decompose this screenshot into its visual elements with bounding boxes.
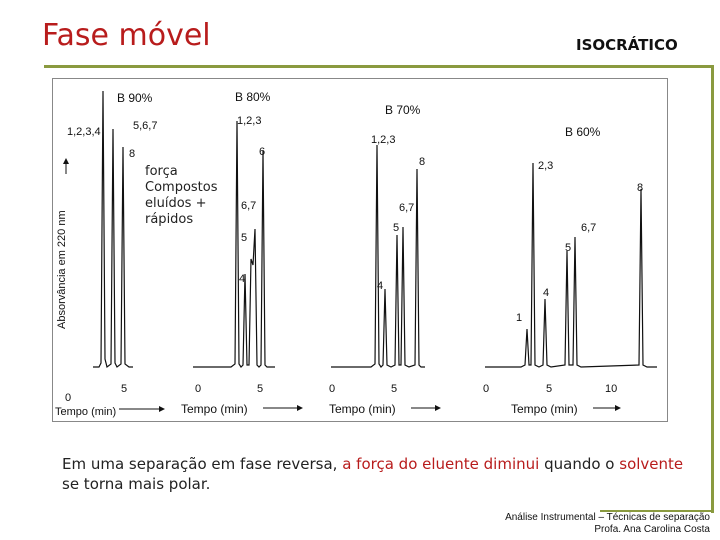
condition-label-b80: B 80% <box>235 90 271 104</box>
panel-b60 <box>483 125 657 416</box>
tick-b90-0: 0 <box>65 392 72 404</box>
peak-label-b80-5: 5 <box>241 232 248 244</box>
peak-label-b90-8: 8 <box>129 148 136 160</box>
footer-line-1: Análise Instrumental – Técnicas de separação <box>505 512 710 523</box>
caption-part-5: se torna mais polar. <box>62 475 211 493</box>
tick-b80-0: 0 <box>195 383 202 395</box>
x-arrowhead-b70 <box>435 405 441 411</box>
trace-b60 <box>485 163 657 367</box>
caption-part-3: quando o <box>539 455 620 473</box>
tick-b60-0: 0 <box>483 383 490 395</box>
peak-label-b60-67: 6,7 <box>581 222 597 234</box>
peak-label-b90-1234: 1,2,3,4 <box>67 126 101 138</box>
panel-b70 <box>329 103 441 416</box>
peak-label-b70-8: 8 <box>419 156 426 168</box>
tick-b80-5: 5 <box>257 383 264 395</box>
xlabel-b70: Tempo (min) <box>329 402 396 416</box>
slide-footer <box>505 512 710 536</box>
trace-b70 <box>331 145 425 367</box>
panel-b80 <box>181 90 303 416</box>
slide-caption <box>62 454 702 494</box>
annotation-line-2: Compostos <box>145 180 218 195</box>
top-divider <box>44 65 714 68</box>
x-arrowhead-b60 <box>615 405 621 411</box>
x-arrowhead-b80 <box>297 405 303 411</box>
peak-label-b60-4: 4 <box>543 287 550 299</box>
caption-part-1: Em uma separação em fase reversa, <box>62 455 343 473</box>
tick-b90-5: 5 <box>121 383 128 395</box>
peak-label-b80-123: 1,2,3 <box>237 115 262 127</box>
peak-label-b80-6: 6 <box>259 146 266 158</box>
right-divider <box>711 65 714 513</box>
peak-label-b70-5: 5 <box>393 222 400 234</box>
xlabel-b90: Tempo (min) <box>55 406 117 418</box>
peak-label-b70-123: 1,2,3 <box>371 134 396 146</box>
annotation-note <box>145 164 218 228</box>
peak-label-b60-23: 2,3 <box>538 160 554 172</box>
condition-label-b60: B 60% <box>565 125 601 139</box>
x-arrowhead-b90 <box>159 406 165 412</box>
footer-line-2: Profa. Ana Carolina Costa <box>594 524 710 535</box>
slide-subtitle: ISOCRÁTICO <box>576 36 678 54</box>
peak-label-b60-1: 1 <box>516 312 523 324</box>
condition-label-b70: B 70% <box>385 103 421 117</box>
xlabel-b60: Tempo (min) <box>511 402 578 416</box>
annotation-line-3: eluídos + <box>145 196 207 211</box>
tick-b70-5: 5 <box>391 383 398 395</box>
peak-label-b80-4: 4 <box>239 273 246 285</box>
chromatogram-svg <box>53 79 667 421</box>
panel-b90 <box>55 91 165 418</box>
tick-b70-0: 0 <box>329 383 336 395</box>
condition-label-b90: B 90% <box>117 91 153 105</box>
tick-b60-5: 5 <box>546 383 553 395</box>
peak-label-b80-67: 6,7 <box>241 200 257 212</box>
slide-title: Fase móvel <box>42 18 211 53</box>
caption-highlight-1: a força do eluente diminui <box>342 455 540 473</box>
peak-label-b90-567: 5,6,7 <box>133 120 158 132</box>
y-axis-label: Absorvância em 220 nm <box>56 210 68 329</box>
annotation-line-1: força <box>145 164 178 179</box>
annotation-line-4: rápidos <box>145 212 194 227</box>
peak-label-b60-8: 8 <box>637 182 644 194</box>
y-axis-arrowhead <box>63 158 69 164</box>
peak-label-b70-67: 6,7 <box>399 202 415 214</box>
xlabel-b80: Tempo (min) <box>181 402 248 416</box>
tick-b60-10: 10 <box>605 383 618 395</box>
caption-highlight-2: solvente <box>619 455 684 473</box>
chromatogram-figure <box>52 78 668 422</box>
peak-label-b60-5: 5 <box>565 242 572 254</box>
peak-label-b70-4: 4 <box>377 280 384 292</box>
